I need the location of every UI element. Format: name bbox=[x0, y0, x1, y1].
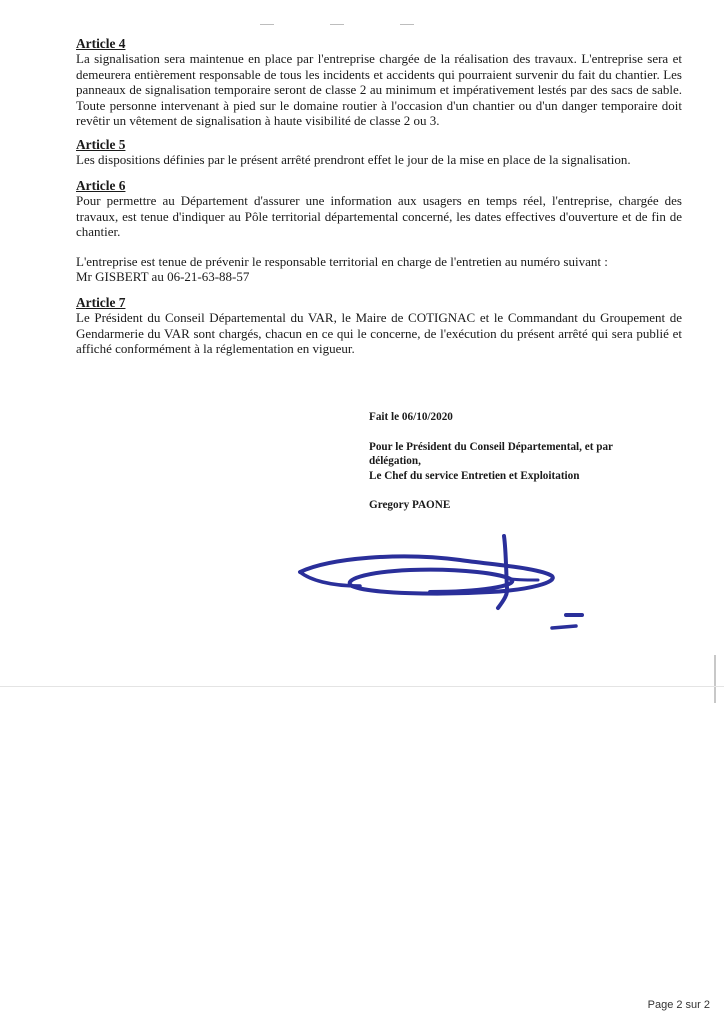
article-heading: Article 6 bbox=[76, 178, 126, 193]
article-paragraph: Pour permettre au Département d'assurer une information aux usagers en temps réel, l'entreprise, chargée des travaux, est tenue d'indiquer au Pôle territorial départemental concerné, les dates effectives d'ouverture et de fin de chantier. bbox=[76, 193, 682, 239]
role-line: Le Chef du service Entretien et Exploitation bbox=[369, 469, 580, 482]
handwritten-signature bbox=[290, 520, 590, 640]
article-5 bbox=[76, 137, 682, 168]
scan-mark bbox=[260, 24, 274, 25]
page-divider bbox=[0, 686, 724, 687]
delegation-line: délégation, bbox=[369, 455, 421, 467]
delegation-line: Pour le Président du Conseil Départemental, et par bbox=[369, 440, 614, 453]
article-paragraph: La signalisation sera maintenue en place par l'entreprise chargée de la réalisation des travaux. L'entreprise sera et demeurera entièrement responsable de tous les incidents et accidents qui pourraient survenir du fait du chantier. Les panneaux de signalisation temporaire seront de classe 2 au minimum et impérativement lestés par des sacs de sable. Toute personne intervenant à pied sur le domaine routier à l'occasion d'un chantier ou d'un danger temporaire doit revêtir un vêtement de signalisation à haute visibilité de classe 2 ou 3. bbox=[76, 51, 682, 128]
article-7 bbox=[76, 295, 682, 357]
signature-block bbox=[369, 410, 669, 513]
scan-edge-line bbox=[714, 655, 716, 703]
article-4 bbox=[76, 36, 682, 129]
date-line: Fait le 06/10/2020 bbox=[369, 411, 453, 423]
page-number: Page 2 sur 2 bbox=[647, 999, 710, 1011]
article-paragraph: Le Président du Conseil Départemental du VAR, le Maire de COTIGNAC et le Commandant du Groupement de Gendarmerie du VAR sont chargés, chacun en ce qui le concerne, de l'exécution du présent arrêté qui sera publié et affiché conformément à la réglementation en vigueur. bbox=[76, 310, 682, 356]
contact-line: Mr GISBERT au 06-21-63-88-57 bbox=[76, 269, 250, 284]
scan-mark bbox=[400, 24, 414, 25]
article-paragraph: L'entreprise est tenue de prévenir le responsable territorial en charge de l'entretien au numéro suivant : bbox=[76, 253, 608, 269]
scan-mark bbox=[330, 24, 344, 25]
article-heading: Article 5 bbox=[76, 137, 126, 152]
article-heading: Article 7 bbox=[76, 295, 126, 310]
article-paragraph: Les dispositions définies par le présent arrêté prendront effet le jour de la mise en place de la signalisation. bbox=[76, 152, 631, 167]
article-heading: Article 4 bbox=[76, 36, 126, 51]
signer-name: Gregory PAONE bbox=[369, 499, 451, 511]
article-6 bbox=[76, 178, 682, 285]
